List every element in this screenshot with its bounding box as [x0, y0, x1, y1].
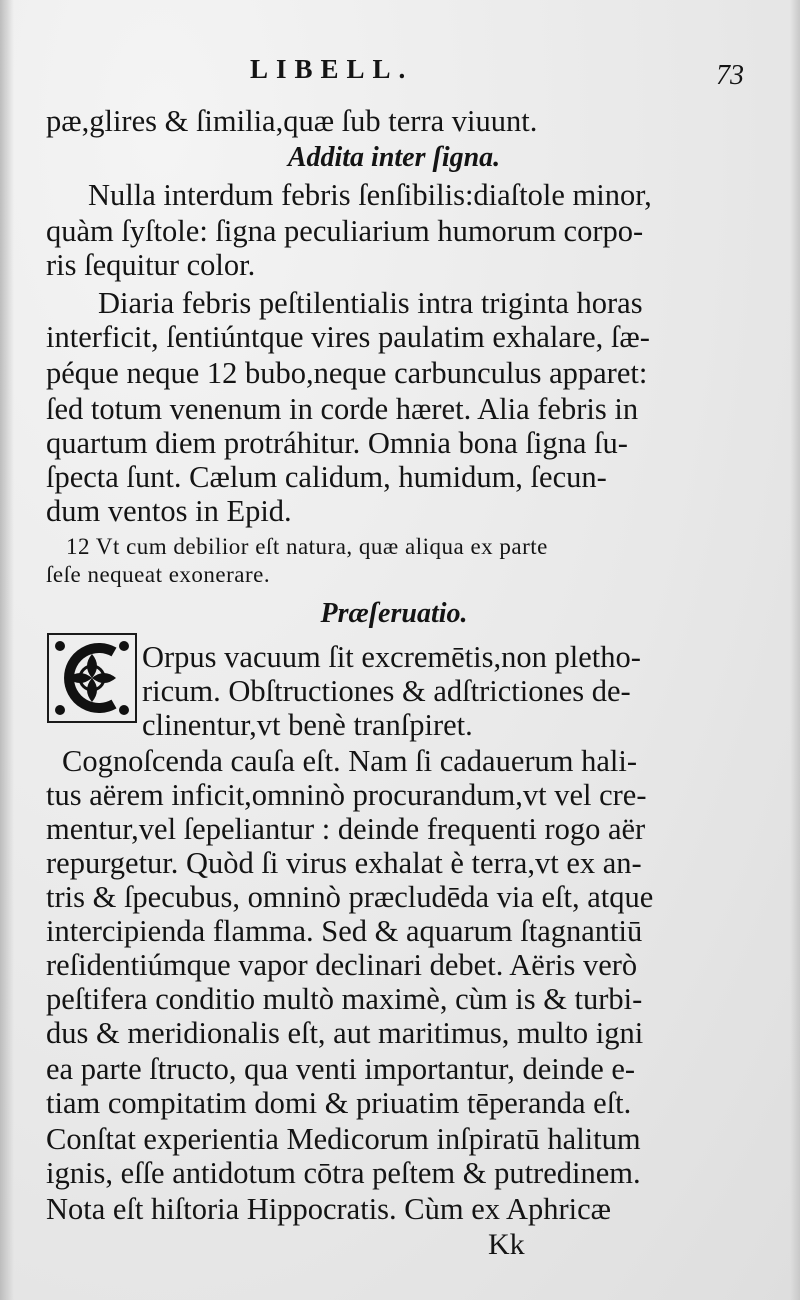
marginal-note: ſeſe nequeat exonerare.	[46, 562, 271, 587]
marginal-note: 12 Vt cum debilior eſt natura, quæ aliqua ex parte	[66, 534, 548, 559]
text-line: dus & meridionalis eſt, aut maritimus, multo igni	[46, 1016, 644, 1050]
text-line: ſed totum venenum in corde hæret. Alia febris in	[46, 392, 639, 426]
text-line: pæ,glires & ſimilia,quæ ſub terra viuunt.	[46, 104, 538, 138]
text-line: dum ventos in Epid.	[46, 494, 292, 528]
text-line: ricum. Obſtructiones & adſtrictiones de-	[142, 674, 631, 708]
text-line: peſtifera conditio multò maximè, cùm is & turbi-	[46, 982, 643, 1016]
catchword: Kk	[488, 1228, 525, 1261]
text-line: péque neque 12 bubo,neque carbunculus apparet:	[46, 356, 648, 390]
text-line: tus aërem inficit,omninò procurandum,vt vel cre-	[46, 778, 647, 812]
text-line: quàm ſyſtole: ſigna peculiarium humorum corpo-	[46, 214, 644, 248]
text-line: Diaria febris peſtilentialis intra triginta horas	[98, 286, 643, 320]
text-line: Orpus vacuum ſit excremētis,non pletho-	[142, 640, 641, 674]
text-line: reſidentiúmque vapor declinari debet. Aëris verò	[46, 948, 638, 982]
text-line: ſpecta ſunt. Cælum calidum, humidum, ſecun-	[46, 460, 607, 494]
text-line: ignis, eſſe antidotum cōtra peſtem & putredinem.	[46, 1156, 641, 1190]
folio-number: 73	[716, 60, 744, 91]
text-line: clinentur,vt benè tranſpiret.	[142, 708, 473, 742]
text-line: ris ſequitur color.	[46, 248, 256, 282]
text-line: mentur,vel ſepeliantur : deinde frequenti rogo aër	[46, 812, 646, 846]
text-line: ea parte ſtructo, qua venti importantur, deinde e-	[46, 1052, 636, 1086]
text-line: interficit, ſentiúntque vires paulatim exhalare, ſæ-	[46, 320, 650, 354]
decorated-initial-c	[46, 632, 138, 724]
running-head: LIBELL.	[250, 54, 414, 84]
text-line: Cognoſcenda cauſa eſt. Nam ſi cadauerum hali-	[62, 744, 638, 778]
text-line: Nulla interdum febris ſenſibilis:diaſtole minor,	[88, 178, 652, 212]
text-line: Conſtat experientia Medicorum inſpiratū halitum	[46, 1122, 641, 1156]
text-line: Nota eſt hiſtoria Hippocratis. Cùm ex Aphricæ	[46, 1192, 611, 1226]
heading-praeseruatio: Præſeruatio.	[320, 598, 468, 629]
text-line: tiam compitatim domi & priuatim tēperanda eſt.	[46, 1086, 632, 1120]
text-line: repurgetur. Quòd ſi virus exhalat è terra,vt ex an-	[46, 846, 642, 880]
heading-addita: Addita inter ſigna.	[287, 142, 501, 173]
text-line: quartum diem protráhitur. Omnia bona ſigna ſu-	[46, 426, 628, 460]
text-line: tris & ſpecubus, omninò præcludēda via eſt, atque	[46, 880, 654, 914]
page-left-shadow	[0, 0, 14, 1300]
text-line: intercipienda flamma. Sed & aquarum ſtagnantiū	[46, 914, 643, 948]
